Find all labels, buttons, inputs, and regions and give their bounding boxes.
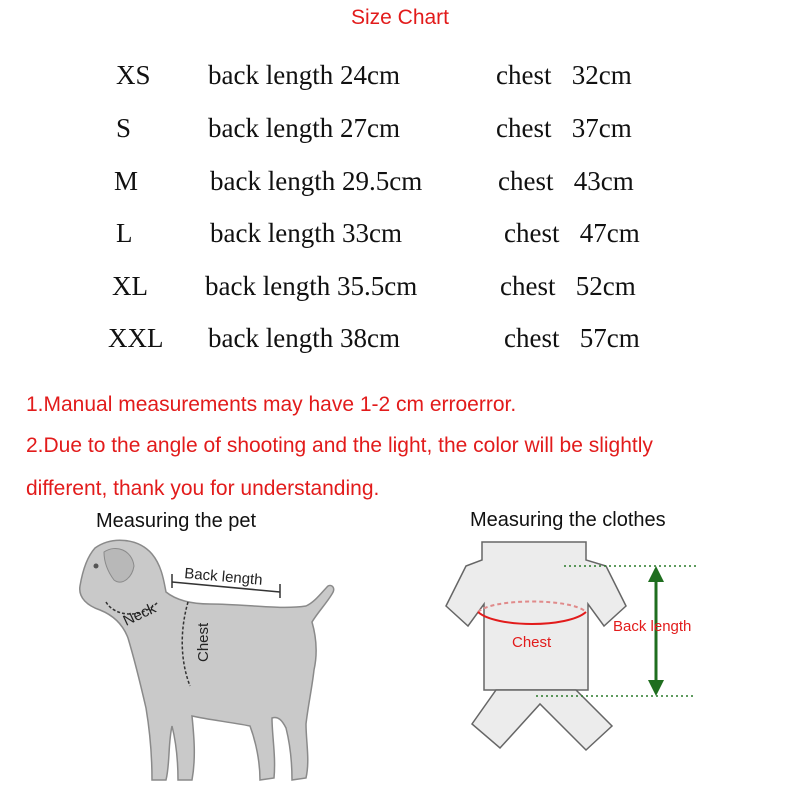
size-row	[0, 166, 800, 206]
size-code: S	[116, 113, 132, 143]
size-code: XL	[112, 271, 148, 301]
back-length-value: back length 35.5cm	[205, 271, 418, 301]
pet-chest-label: Chest	[195, 622, 212, 662]
garment-legs	[472, 690, 612, 750]
pet-caption: Measuring the pet	[96, 510, 257, 532]
size-row	[0, 218, 800, 258]
chest-value: chest 43cm	[498, 166, 634, 196]
note-line-3: different, thank you for understanding.	[26, 477, 380, 500]
arrow-head-up	[648, 566, 664, 582]
chest-value: chest 32cm	[496, 60, 632, 90]
clothes-chest-label: Chest	[512, 634, 552, 651]
size-code: XXL	[108, 323, 164, 353]
dog-eye	[94, 564, 99, 569]
back-length-value: back length 38cm	[208, 323, 400, 353]
size-chart-title: Size Chart	[350, 6, 450, 29]
chest-value: chest 52cm	[500, 271, 636, 301]
size-row	[0, 113, 800, 153]
size-row	[0, 60, 800, 100]
size-code: XS	[116, 60, 151, 90]
clothes-caption: Measuring the clothes	[470, 509, 666, 531]
note-line-1: 1.Manual measurements may have 1-2 cm erroerror.	[26, 393, 517, 416]
back-length-value: back length 24cm	[208, 60, 400, 90]
size-code: L	[116, 218, 133, 248]
pet-neck-label: Neck	[120, 599, 159, 630]
garment-outline	[446, 542, 626, 690]
clothes-back-length-label: Back length	[613, 618, 692, 635]
size-code: M	[114, 166, 139, 196]
dog-diagram	[60, 530, 420, 800]
arrow-head-down	[648, 680, 664, 696]
clothes-diagram	[436, 540, 756, 760]
back-length-value: back length 29.5cm	[210, 166, 423, 196]
chest-value: chest 37cm	[496, 113, 632, 143]
size-row	[0, 271, 800, 311]
size-row	[0, 323, 800, 363]
back-length-value: back length 27cm	[208, 113, 400, 143]
chest-value: chest 57cm	[504, 323, 640, 353]
back-length-value: back length 33cm	[210, 218, 402, 248]
pet-back-length-label: Back length	[183, 565, 264, 589]
chest-value: chest 47cm	[504, 218, 640, 248]
note-line-2: 2.Due to the angle of shooting and the light, the color will be slightly	[26, 434, 653, 457]
